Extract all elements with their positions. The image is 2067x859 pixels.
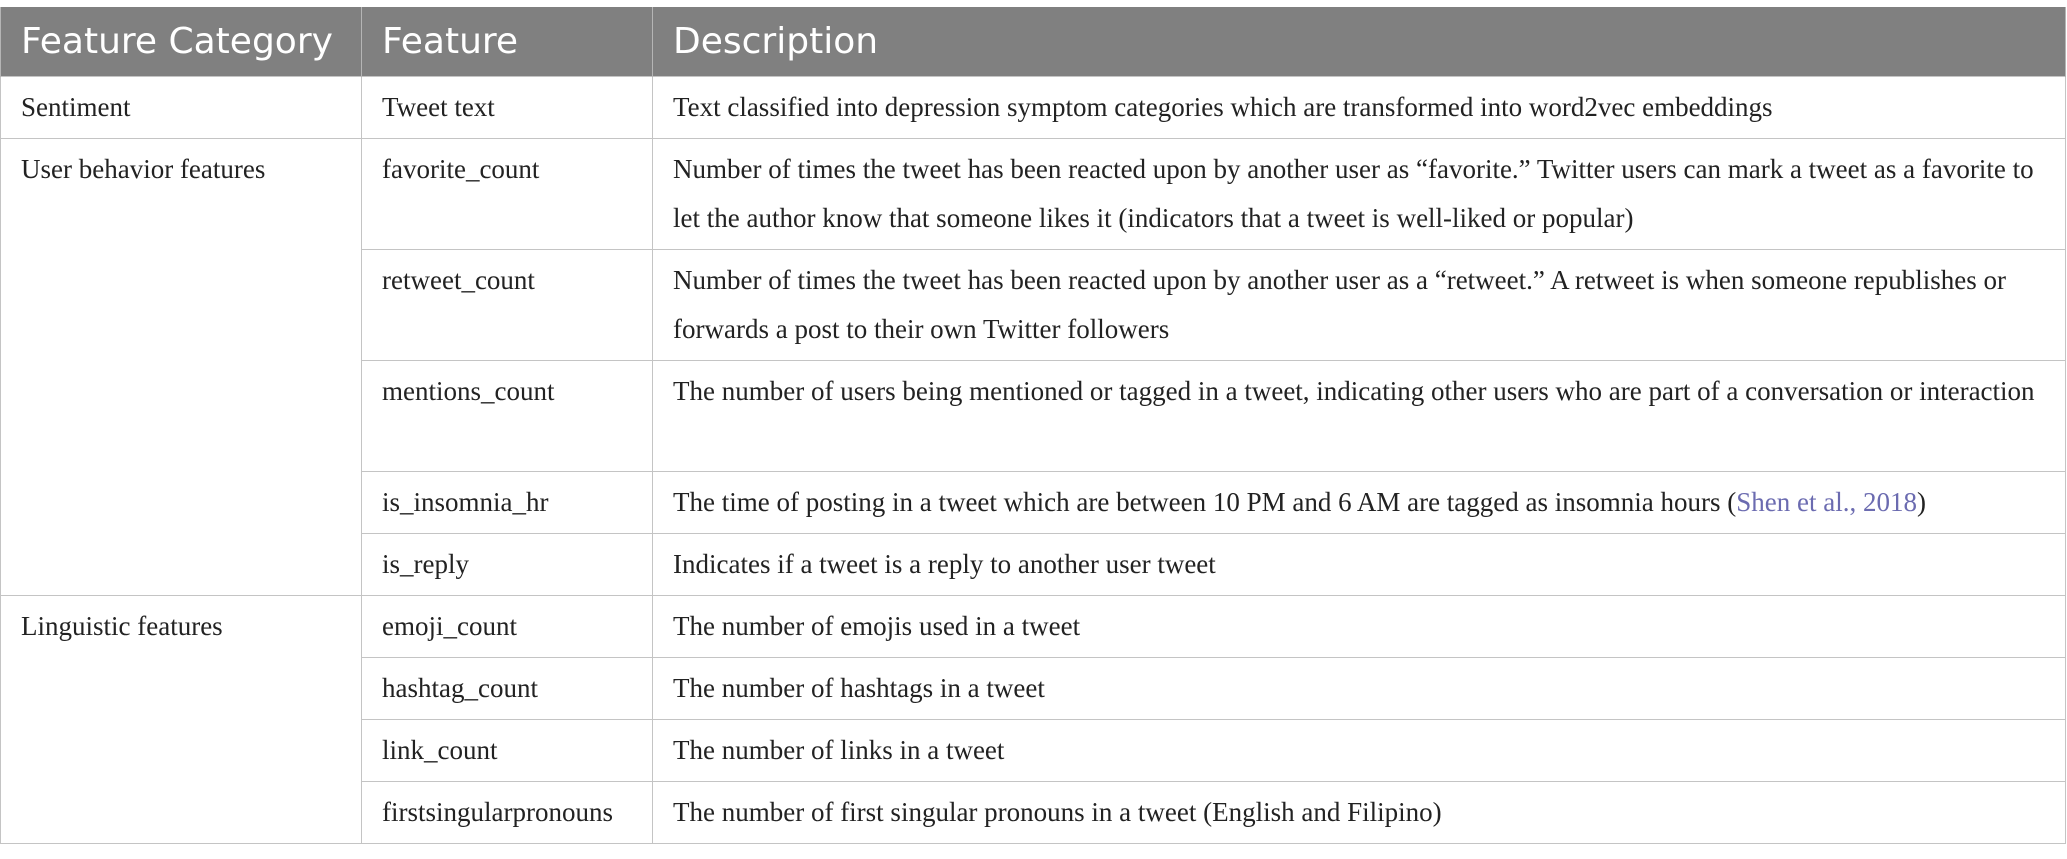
description-cell — [653, 596, 2066, 658]
feature-cell — [362, 782, 653, 844]
feature-cell — [362, 472, 653, 534]
description-text: The number of first singular pronouns in a tweet (English and Filipino) — [673, 797, 1442, 827]
header-feature: Feature — [362, 7, 653, 77]
description-text: The number of users being mentioned or tagged in a tweet, indicating other users who are part of a conversation or interaction — [673, 376, 2035, 406]
description-text: The number of links in a tweet — [673, 735, 1005, 765]
description-cell — [653, 782, 2066, 844]
description-text: Number of times the tweet has been reacted upon by another user as “favorite.” Twitter users can mark a tweet as a favorite to let the author know that someone likes it (indicators that a tweet is well-liked or popular) — [673, 154, 2034, 233]
feature-cell — [362, 720, 653, 782]
citation-link[interactable]: Shen et al., 2018 — [1736, 487, 1917, 517]
feature-label: emoji_count — [382, 611, 517, 641]
feature-label: is_insomnia_hr — [382, 487, 549, 517]
table-body — [1, 77, 2066, 844]
feature-label: favorite_count — [382, 154, 540, 184]
description-text: Text classified into depression symptom categories which are transformed into word2vec embeddings — [673, 92, 1773, 122]
description-text: Indicates if a tweet is a reply to another user tweet — [673, 549, 1216, 579]
feature-cell — [362, 77, 653, 139]
description-cell — [653, 658, 2066, 720]
table-row — [1, 139, 2066, 250]
feature-cell — [362, 658, 653, 720]
description-text-post: ) — [1916, 487, 1926, 517]
feature-label: is_reply — [382, 549, 469, 579]
description-text: The number of emojis used in a tweet — [673, 611, 1081, 641]
category-cell — [1, 139, 362, 596]
table-row — [1, 596, 2066, 658]
description-text-pre: The time of posting in a tweet which are between 10 PM and 6 AM are tagged as insomnia hours ( — [673, 487, 1737, 517]
header-feature-category: Feature Category — [1, 7, 362, 77]
description-text — [673, 472, 2045, 533]
category-cell — [1, 77, 362, 139]
feature-table-container — [0, 7, 2065, 844]
table-row — [1, 77, 2066, 139]
feature-cell — [362, 361, 653, 472]
feature-label: Tweet text — [382, 92, 495, 122]
feature-label: firstsingularpronouns — [382, 797, 613, 827]
feature-label: mentions_count — [382, 376, 555, 406]
description-cell — [653, 720, 2066, 782]
table-header — [1, 7, 2066, 77]
description-cell — [653, 250, 2066, 361]
description-cell — [653, 472, 2066, 534]
description-cell — [653, 361, 2066, 472]
feature-label: retweet_count — [382, 265, 535, 295]
category-label: User behavior features — [21, 154, 266, 184]
description-cell — [653, 77, 2066, 139]
feature-table — [0, 7, 2066, 844]
feature-cell — [362, 596, 653, 658]
description-text: Number of times the tweet has been reacted upon by another user as a “retweet.” A retweet is when someone republishes or forwards a post to their own Twitter followers — [673, 265, 2007, 344]
category-label: Linguistic features — [21, 611, 223, 641]
description-cell — [653, 139, 2066, 250]
category-label: Sentiment — [21, 92, 131, 122]
description-cell — [653, 534, 2066, 596]
feature-cell — [362, 534, 653, 596]
feature-label: hashtag_count — [382, 673, 538, 703]
feature-cell — [362, 139, 653, 250]
category-cell — [1, 596, 362, 844]
feature-cell — [362, 250, 653, 361]
header-row — [1, 7, 2066, 77]
feature-label: link_count — [382, 735, 498, 765]
header-description: Description — [653, 7, 2066, 77]
description-text: The number of hashtags in a tweet — [673, 673, 1045, 703]
